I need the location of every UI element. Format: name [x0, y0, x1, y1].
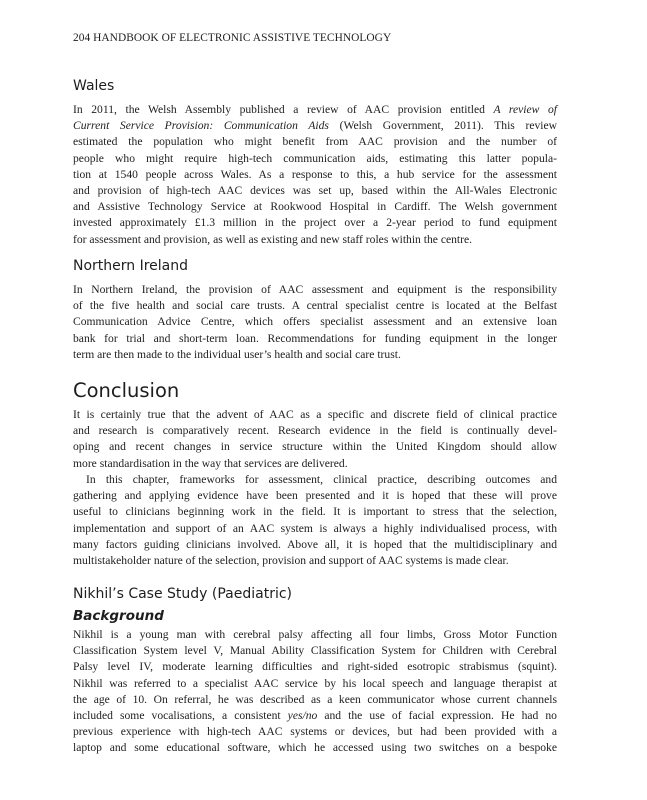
text-line: In this chapter, frameworks for assessment, clinical practice, describing outcomes and	[86, 473, 557, 486]
text-line: for assessment and provision, as well as existing and new staff roles within the centre.	[73, 232, 473, 246]
text-line: Nikhil was referred to a specialist AAC service by his local speech and language therapist at	[73, 676, 557, 690]
text-line: estimated the population who might benefit from AAC provision and the number of	[73, 135, 557, 149]
text-line: It is certainly true that the advent of AAC as a specific and discrete field of clinical practice	[73, 408, 557, 421]
paragraph-northern-ireland	[73, 282, 557, 363]
text-line: and research is comparatively recent. Research evidence in the field is continually devel-	[73, 424, 557, 438]
running-head: 204 HANDBOOK OF ELECTRONIC ASSISTIVE TECHNOLOGY	[73, 32, 392, 44]
text-line: Current Service Provision: Communication Aids (Welsh Government, 2011). This review	[73, 119, 558, 133]
text-line: Communication Advice Centre, which offers specialist assessment and an extensive loan	[73, 315, 557, 329]
text-line: tion at 1540 people across Wales. As a response to this, a hub service for the assessment	[73, 167, 557, 181]
text-line: Nikhil is a young man with cerebral palsy affecting all four limbs, Gross Motor Function	[73, 628, 557, 641]
italic-yes-no: yes/no	[287, 708, 318, 722]
text-line: implementation and support of an AAC system is always a highly individualised process, with	[73, 521, 557, 535]
text-line: the age of 10. On referral, he was described as a keen communicator whose current channels	[73, 692, 557, 706]
text-line: term are then made to the individual user’s health and social care trust.	[73, 347, 401, 361]
text-line: In Northern Ireland, the provision of AAC assessment and equipment is the responsibility	[73, 283, 557, 296]
text-line: many factors guiding clinicians involved. Above all, it is hoped that the multidisciplinary and	[73, 537, 557, 551]
text-line: Classification System level V, Manual Ability Classification System for Children with Cerebral	[73, 644, 557, 658]
text-line: previous experience with high-tech AAC systems or devices, but had been provided with a	[73, 725, 557, 739]
text-line: included some vocalisations, a consistent yes/no and the use of facial expression. He had no	[73, 708, 557, 722]
text-line: people who might require high-tech communication aids, estimating this latter popula-	[73, 151, 557, 165]
subheading-background: Background	[73, 608, 164, 624]
text-line: invested approximately £1.3 million in the project over a 2-year period to fund equipment	[73, 216, 557, 230]
text-line: of the five health and social care trusts. A central specialist centre is located at the Belfast	[73, 299, 557, 313]
paragraph-wales	[73, 102, 557, 248]
text-line: bank for trial and short-term loan. Recommendations for funding equipment in the longer	[73, 331, 557, 345]
text-line: useful to clinicians beginning work in the field. It is important to stress that the selection,	[73, 505, 557, 519]
section-heading-northern-ireland: Northern Ireland	[73, 258, 189, 274]
paragraph-conclusion-1	[73, 407, 557, 472]
text-line: and Assistive Technology Service at Rookwood Hospital in Cardiff. The Welsh government	[73, 200, 557, 214]
section-heading-case-study: Nikhil’s Case Study (Paediatric)	[73, 586, 293, 602]
paragraph-conclusion-2	[73, 472, 557, 569]
text-line: and provision of high-tech AAC devices was set up, based within the All-Wales Electronic	[73, 183, 557, 197]
italic-title: A review of	[493, 103, 557, 116]
text-line: laptop and some educational software, which he accessed using two switches on a bespoke	[73, 741, 557, 755]
text-line: more standardisation in the way that services are delivered.	[73, 456, 348, 470]
text-line: Palsy level IV, moderate learning difficulties and right-sided esotropic strabismus (squint).	[73, 660, 557, 674]
text-line: multistakeholder nature of the selection, provision and support of AAC systems is made clear.	[73, 553, 509, 567]
text-line: oping and recent changes in service structure within the United Kingdom should allow	[73, 440, 557, 454]
paragraph-case-study	[73, 627, 557, 757]
text-line: In 2011, the Welsh Assembly published a review of AAC provision entitled A review of	[73, 103, 557, 116]
chapter-heading-conclusion: Conclusion	[73, 379, 180, 402]
section-heading-wales: Wales	[73, 78, 115, 94]
italic-title: Current Service Provision: Communication Aids	[73, 119, 329, 133]
text-line: gathering and applying evidence have been presented and it is hoped that these will prove	[73, 489, 557, 503]
